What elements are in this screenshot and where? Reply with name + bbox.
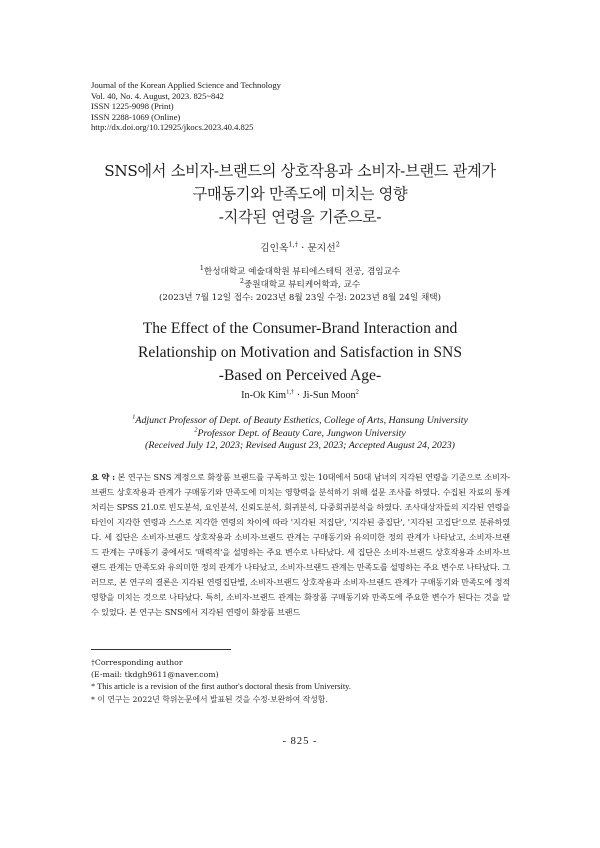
affiliation-1-ko-marker: 1 <box>199 264 204 273</box>
journal-volume: Vol. 40, No. 4. August, 2023. 825~842 <box>91 90 224 101</box>
abstract <box>91 470 510 620</box>
affiliation-2-ko-text: 중원대학교 뷰티케어학과, 교수 <box>244 280 361 290</box>
issn-print: ISSN 1225-9098 (Print) <box>91 101 174 112</box>
author-email: (E-mail: tkdgh9611@naver.com) <box>91 670 219 680</box>
korean-title-line-2: 구매동기와 만족도에 미치는 영향 <box>192 185 408 203</box>
korean-title-line-1: SNS에서 소비자-브랜드의 상호작용과 소비자-브랜드 관계가 <box>104 162 496 180</box>
abstract-text: 본 연구는 SNS 계정으로 화장품 브랜드를 구독하고 있는 10대에서 50대 남녀의 지각된 연령을 기준으로 소비자-브랜드 상호작용과 관계가 구매동기와 만족도에 미치는 영향력을 분석하기 위해 설문 조사를 하였다. 수집된 자료의 통계처리는 SPSS 21.0로 빈도분석, 요인분석, 신뢰도분석, 회귀분석, 다중회귀분석을 하였다. 조사대상자들의 지각된 연령을 타인이 지각한 연령과 스스로 지각한 연령의 차이에 따라 '지각된 저집단', '지각된 중집단', '지각된 고집단'으로 분류하였다. 세 집단은 소비자-브랜드 상호작용과 소비자-브랜드 관계는 구매동기와 유의미한 정의 관계가 나타났고, 소비자-브랜드 관계는 구매동기 중에서도 '매력적'을 설명하는 주요 변수로 나타났다. 세 집단은 소비자-브랜드 상호작용과 소비자-브랜드 관계는 만족도와 유의미한 정의 관계가 나타났고, 소비자-브랜드 관계는 만족도를 설명하는 주요 변수로 나타났다. 그러므로, 본 연구의 결론은 지각된 연령집단별, 소비자-브랜드 상호작용과 소비자-브랜드 관계가 구매동기와 만족도에 정적 영향을 미치는 것으로 나타났다. 특히, 소비자-브랜드 관계는 화장품 구매동기와 만족도에 주요한 변수가 된다는 것을 알 수 있었다. 본 연구는 SNS에서 지각된 연령이 화장품 브랜드 <box>91 472 510 617</box>
affiliation-1-en <box>0 415 600 428</box>
author-1-ko: 김인옥 <box>260 243 289 254</box>
corresponding-author: †Corresponding author <box>91 658 183 667</box>
affiliation-1-en-text: Adjunct Professor of Dept. of Beauty Esthetics, College of Arts, Hansung University <box>135 415 468 426</box>
page-number: - 825 - <box>282 736 318 747</box>
footnotes <box>91 657 511 706</box>
thesis-note-en: * This article is a revision of the first author's doctoral thesis from University. <box>91 682 351 692</box>
author-1-en-marker: 1,† <box>286 388 295 396</box>
author-2-en: Ji-Sun Moon <box>302 390 356 401</box>
affiliation-1-en-marker: 1 <box>132 413 136 421</box>
english-title-line-1: The Effect of the Consumer-Brand Interaction and <box>142 320 458 337</box>
author-1-en: In-Ok Kim <box>241 390 287 401</box>
affiliation-2-ko-marker: 2 <box>239 277 244 286</box>
korean-authors <box>0 240 600 254</box>
dates-ko: (2023년 7월 12일 접수: 2023년 8월 23일 수정: 2023년 8월 24일 채택) <box>159 293 441 303</box>
issn-online: ISSN 2288-1069 (Online) <box>91 111 181 122</box>
english-title-line-2: Relationship on Motivation and Satisfaction in SNS <box>138 343 462 361</box>
abstract-label: 요 약 : <box>91 472 115 482</box>
author-2-en-marker: 2 <box>355 388 359 396</box>
korean-title <box>60 160 540 229</box>
english-affiliations <box>0 415 600 453</box>
author-separator: · <box>297 243 308 254</box>
dates-en: (Received July 12, 2023; Revised August 23, 2023; Accepted August 24, 2023) <box>145 440 455 451</box>
author-1-ko-marker: 1,† <box>288 240 298 249</box>
footnote-divider <box>91 649 231 650</box>
affiliation-2-en <box>0 428 600 441</box>
english-authors <box>0 390 600 401</box>
english-title <box>60 317 540 388</box>
affiliation-2-en-text: Professor Dept. of Beauty Care, Jungwon University <box>197 427 406 439</box>
affiliation-1-ko <box>0 266 600 279</box>
thesis-note-ko: * 이 연구는 2022년 학위논문에서 발표된 것을 수정·보완하여 작성함. <box>91 694 328 704</box>
korean-affiliations <box>0 266 600 305</box>
author-2-ko-marker: 2 <box>335 240 340 249</box>
journal-info <box>91 80 391 133</box>
korean-subtitle: -지각된 연령을 기준으로- <box>218 208 382 226</box>
affiliation-2-ko <box>0 279 600 292</box>
affiliation-1-ko-text: 한성대학교 예술대학원 뷰티에스테틱 전공, 겸임교수 <box>203 267 401 277</box>
english-subtitle: -Based on Perceived Age- <box>218 367 382 384</box>
author-separator-en: · <box>294 390 303 401</box>
journal-name: Journal of the Korean Applied Science and Technology <box>91 80 281 90</box>
author-2-ko: 문지선 <box>307 243 336 254</box>
affiliation-2-en-marker: 2 <box>194 426 198 434</box>
doi-link[interactable]: http://dx.doi.org/10.12925/jkocs.2023.40.4.825 <box>91 122 254 133</box>
